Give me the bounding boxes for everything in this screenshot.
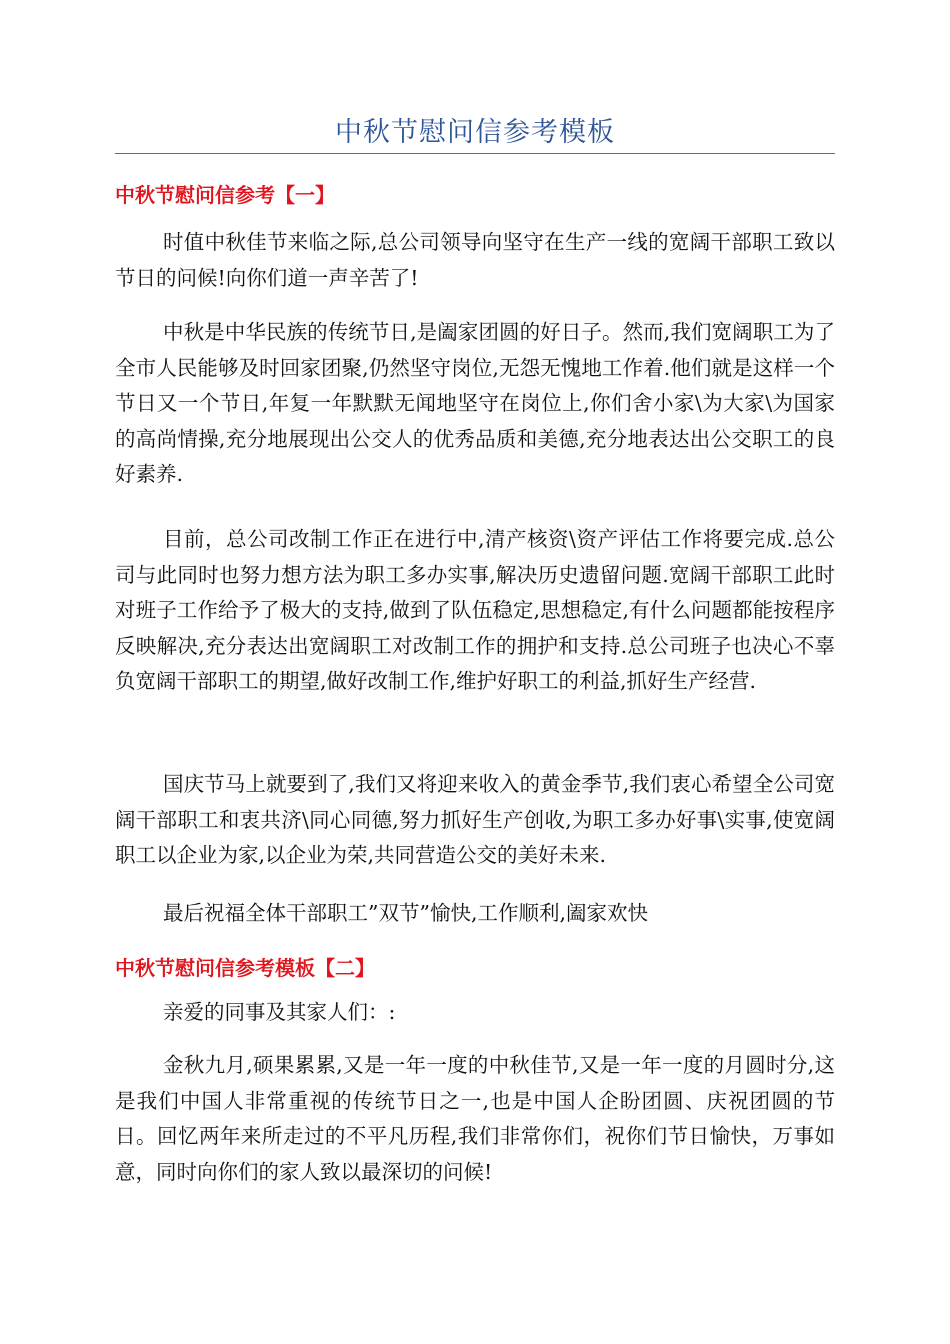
paragraph: 金秋九月,硕果累累,又是一年一度的中秋佳节,又是一年一度的月圆时分,这是我们中国人非常重视的传统节日之一,也是中国人企盼团圆、庆祝团圆的节日。回忆两年来所走过的不平凡历程,我们非常你们，祝你们节日愉快，万事如意，同时向你们的家人致以最深切的问候! <box>115 1053 835 1184</box>
paragraph: 亲爱的同事及其家人们：: <box>163 1000 396 1024</box>
paragraph: 中秋是中华民族的传统节日,是阖家团圆的好日子。然而,我们宽阔职工为了全市人民能够及时回家团聚,仍然坚守岗位,无怨无愧地工作着.他们就是这样一个节日又一个节日,年复一年默默无闻地坚守在岗位上,你们舍小家\为大家\为国家的高尚情操,充分地展现出公交人的优秀品质和美德,充分地表达出公交职工的良好素养. <box>115 320 835 486</box>
section-heading-2: 中秋节慰问信参考模板【二】 <box>115 956 375 980</box>
document-title: 中秋节慰问信参考模板 <box>335 117 615 148</box>
paragraph: 时值中秋佳节来临之际,总公司领导向坚守在生产一线的宽阔干部职工致以节日的问候!向你们道一声辛苦了! <box>115 230 835 290</box>
paragraph: 最后祝福全体干部职工”双节”愉快,工作顺利,阖家欢快 <box>163 901 648 925</box>
paragraph: 目前，总公司改制工作正在进行中,清产核资\资产评估工作将要完成.总公司与此同时也努力想方法为职工多办实事,解决历史遗留问题.宽阔干部职工此时对班子工作给予了极大的支持,做到了队伍稳定,思想稳定,有什么问题都能按程序反映解决,充分表达出宽阔职工对改制工作的拥护和支持.总公司班子也决心不辜负宽阔干部职工的期望,做好改制工作,维护好职工的利益,抓好生产经营. <box>115 527 835 693</box>
paragraph: 国庆节马上就要到了,我们又将迎来收入的黄金季节,我们衷心希望全公司宽阔干部职工和衷共济\同心同德,努力抓好生产创收,为职工多办好事\实事,使宽阔职工以企业为家,以企业为荣,共同营造公交的美好未来. <box>115 772 835 867</box>
section-heading-1: 中秋节慰问信参考【一】 <box>115 183 335 207</box>
title-underline <box>115 153 835 154</box>
